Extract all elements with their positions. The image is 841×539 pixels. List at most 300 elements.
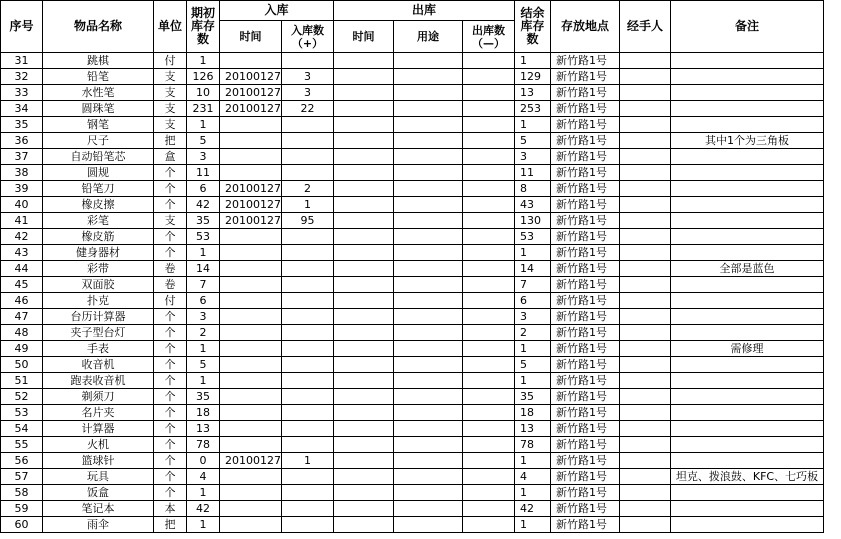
cell-handler[interactable] bbox=[620, 469, 671, 485]
cell-out-qty[interactable] bbox=[463, 149, 515, 165]
cell-seq[interactable]: 35 bbox=[1, 117, 43, 133]
cell-seq[interactable]: 60 bbox=[1, 517, 43, 533]
cell-in-time[interactable] bbox=[220, 517, 282, 533]
cell-out-time[interactable] bbox=[334, 181, 394, 197]
cell-in-time[interactable] bbox=[220, 357, 282, 373]
cell-balance[interactable]: 18 bbox=[515, 405, 551, 421]
cell-name[interactable]: 收音机 bbox=[43, 357, 154, 373]
cell-out-qty[interactable] bbox=[463, 341, 515, 357]
cell-handler[interactable] bbox=[620, 165, 671, 181]
cell-in-time[interactable] bbox=[220, 229, 282, 245]
cell-location[interactable]: 新竹路1号 bbox=[551, 229, 620, 245]
cell-name[interactable]: 钢笔 bbox=[43, 117, 154, 133]
cell-remark[interactable] bbox=[671, 165, 824, 181]
cell-remark[interactable] bbox=[671, 181, 824, 197]
cell-name[interactable]: 水性笔 bbox=[43, 85, 154, 101]
cell-initial[interactable]: 35 bbox=[187, 213, 220, 229]
cell-remark[interactable] bbox=[671, 277, 824, 293]
cell-seq[interactable]: 40 bbox=[1, 197, 43, 213]
cell-unit[interactable]: 个 bbox=[154, 197, 187, 213]
cell-unit[interactable]: 卷 bbox=[154, 261, 187, 277]
header-outbound[interactable]: 出库 bbox=[334, 1, 515, 21]
cell-remark[interactable] bbox=[671, 101, 824, 117]
cell-balance[interactable]: 1 bbox=[515, 485, 551, 501]
cell-location[interactable]: 新竹路1号 bbox=[551, 69, 620, 85]
cell-location[interactable]: 新竹路1号 bbox=[551, 293, 620, 309]
cell-handler[interactable] bbox=[620, 517, 671, 533]
cell-in-time[interactable] bbox=[220, 325, 282, 341]
cell-handler[interactable] bbox=[620, 213, 671, 229]
cell-out-time[interactable] bbox=[334, 437, 394, 453]
header-in-time[interactable]: 时间 bbox=[220, 21, 282, 53]
cell-balance[interactable]: 35 bbox=[515, 389, 551, 405]
cell-seq[interactable]: 59 bbox=[1, 501, 43, 517]
cell-unit[interactable]: 个 bbox=[154, 245, 187, 261]
cell-out-qty[interactable] bbox=[463, 69, 515, 85]
cell-name[interactable]: 扑克 bbox=[43, 293, 154, 309]
cell-handler[interactable] bbox=[620, 373, 671, 389]
cell-out-time[interactable] bbox=[334, 517, 394, 533]
header-inbound[interactable]: 入库 bbox=[220, 1, 334, 21]
cell-in-time[interactable] bbox=[220, 501, 282, 517]
header-seq[interactable]: 序号 bbox=[1, 1, 43, 53]
cell-unit[interactable]: 支 bbox=[154, 101, 187, 117]
cell-unit[interactable]: 付 bbox=[154, 293, 187, 309]
cell-out-use[interactable] bbox=[394, 69, 463, 85]
cell-unit[interactable]: 个 bbox=[154, 405, 187, 421]
cell-out-qty[interactable] bbox=[463, 165, 515, 181]
cell-seq[interactable]: 39 bbox=[1, 181, 43, 197]
cell-seq[interactable]: 33 bbox=[1, 85, 43, 101]
cell-seq[interactable]: 37 bbox=[1, 149, 43, 165]
cell-initial[interactable]: 13 bbox=[187, 421, 220, 437]
cell-initial[interactable]: 5 bbox=[187, 133, 220, 149]
cell-initial[interactable]: 10 bbox=[187, 85, 220, 101]
cell-handler[interactable] bbox=[620, 261, 671, 277]
cell-in-qty[interactable] bbox=[282, 293, 334, 309]
cell-in-qty[interactable]: 95 bbox=[282, 213, 334, 229]
header-out-use[interactable]: 用途 bbox=[394, 21, 463, 53]
cell-in-qty[interactable]: 1 bbox=[282, 197, 334, 213]
cell-initial[interactable]: 2 bbox=[187, 325, 220, 341]
cell-out-time[interactable] bbox=[334, 117, 394, 133]
cell-remark[interactable] bbox=[671, 229, 824, 245]
cell-initial[interactable]: 5 bbox=[187, 357, 220, 373]
cell-out-use[interactable] bbox=[394, 405, 463, 421]
cell-remark[interactable]: 其中1个为三角板 bbox=[671, 133, 824, 149]
cell-location[interactable]: 新竹路1号 bbox=[551, 133, 620, 149]
cell-out-qty[interactable] bbox=[463, 373, 515, 389]
cell-remark[interactable] bbox=[671, 197, 824, 213]
cell-seq[interactable]: 57 bbox=[1, 469, 43, 485]
cell-out-use[interactable] bbox=[394, 485, 463, 501]
cell-out-time[interactable] bbox=[334, 245, 394, 261]
cell-handler[interactable] bbox=[620, 309, 671, 325]
cell-out-use[interactable] bbox=[394, 277, 463, 293]
cell-initial[interactable]: 1 bbox=[187, 341, 220, 357]
cell-out-qty[interactable] bbox=[463, 469, 515, 485]
cell-location[interactable]: 新竹路1号 bbox=[551, 325, 620, 341]
cell-out-use[interactable] bbox=[394, 341, 463, 357]
cell-location[interactable]: 新竹路1号 bbox=[551, 453, 620, 469]
cell-in-time[interactable] bbox=[220, 293, 282, 309]
cell-out-time[interactable] bbox=[334, 469, 394, 485]
cell-location[interactable]: 新竹路1号 bbox=[551, 277, 620, 293]
cell-out-use[interactable] bbox=[394, 117, 463, 133]
cell-in-time[interactable] bbox=[220, 469, 282, 485]
cell-out-time[interactable] bbox=[334, 453, 394, 469]
cell-out-use[interactable] bbox=[394, 53, 463, 69]
cell-unit[interactable]: 个 bbox=[154, 181, 187, 197]
cell-initial[interactable]: 1 bbox=[187, 517, 220, 533]
cell-out-time[interactable] bbox=[334, 133, 394, 149]
cell-in-qty[interactable] bbox=[282, 325, 334, 341]
cell-initial[interactable]: 78 bbox=[187, 437, 220, 453]
cell-initial[interactable]: 4 bbox=[187, 469, 220, 485]
cell-name[interactable]: 圆规 bbox=[43, 165, 154, 181]
cell-in-time[interactable] bbox=[220, 437, 282, 453]
cell-name[interactable]: 夹子型台灯 bbox=[43, 325, 154, 341]
cell-out-qty[interactable] bbox=[463, 357, 515, 373]
cell-in-time[interactable] bbox=[220, 341, 282, 357]
cell-seq[interactable]: 36 bbox=[1, 133, 43, 149]
cell-location[interactable]: 新竹路1号 bbox=[551, 341, 620, 357]
cell-seq[interactable]: 38 bbox=[1, 165, 43, 181]
cell-name[interactable]: 跑表收音机 bbox=[43, 373, 154, 389]
cell-out-qty[interactable] bbox=[463, 53, 515, 69]
cell-location[interactable]: 新竹路1号 bbox=[551, 405, 620, 421]
cell-out-qty[interactable] bbox=[463, 277, 515, 293]
cell-remark[interactable] bbox=[671, 149, 824, 165]
cell-location[interactable]: 新竹路1号 bbox=[551, 501, 620, 517]
cell-location[interactable]: 新竹路1号 bbox=[551, 149, 620, 165]
cell-initial[interactable]: 6 bbox=[187, 181, 220, 197]
cell-balance[interactable]: 3 bbox=[515, 149, 551, 165]
cell-in-qty[interactable] bbox=[282, 309, 334, 325]
cell-initial[interactable]: 11 bbox=[187, 165, 220, 181]
cell-out-use[interactable] bbox=[394, 213, 463, 229]
cell-initial[interactable]: 1 bbox=[187, 53, 220, 69]
cell-initial[interactable]: 35 bbox=[187, 389, 220, 405]
cell-location[interactable]: 新竹路1号 bbox=[551, 117, 620, 133]
cell-initial[interactable]: 53 bbox=[187, 229, 220, 245]
cell-out-use[interactable] bbox=[394, 229, 463, 245]
cell-in-qty[interactable] bbox=[282, 53, 334, 69]
cell-remark[interactable] bbox=[671, 421, 824, 437]
cell-location[interactable]: 新竹路1号 bbox=[551, 213, 620, 229]
cell-out-use[interactable] bbox=[394, 181, 463, 197]
cell-out-qty[interactable] bbox=[463, 421, 515, 437]
cell-balance[interactable]: 8 bbox=[515, 181, 551, 197]
cell-name[interactable]: 名片夹 bbox=[43, 405, 154, 421]
cell-out-use[interactable] bbox=[394, 165, 463, 181]
cell-out-qty[interactable] bbox=[463, 181, 515, 197]
cell-location[interactable]: 新竹路1号 bbox=[551, 485, 620, 501]
cell-out-qty[interactable] bbox=[463, 293, 515, 309]
cell-out-use[interactable] bbox=[394, 517, 463, 533]
cell-name[interactable]: 铅笔刀 bbox=[43, 181, 154, 197]
cell-balance[interactable]: 1 bbox=[515, 117, 551, 133]
cell-in-qty[interactable] bbox=[282, 261, 334, 277]
cell-remark[interactable] bbox=[671, 501, 824, 517]
cell-unit[interactable]: 支 bbox=[154, 69, 187, 85]
cell-handler[interactable] bbox=[620, 293, 671, 309]
cell-out-qty[interactable] bbox=[463, 245, 515, 261]
cell-balance[interactable]: 7 bbox=[515, 277, 551, 293]
cell-initial[interactable]: 1 bbox=[187, 245, 220, 261]
cell-in-qty[interactable]: 3 bbox=[282, 85, 334, 101]
cell-initial[interactable]: 1 bbox=[187, 373, 220, 389]
cell-name[interactable]: 铅笔 bbox=[43, 69, 154, 85]
cell-location[interactable]: 新竹路1号 bbox=[551, 85, 620, 101]
cell-seq[interactable]: 43 bbox=[1, 245, 43, 261]
cell-out-qty[interactable] bbox=[463, 437, 515, 453]
cell-in-time[interactable]: 20100127 bbox=[220, 197, 282, 213]
cell-balance[interactable]: 130 bbox=[515, 213, 551, 229]
cell-remark[interactable] bbox=[671, 117, 824, 133]
cell-unit[interactable]: 个 bbox=[154, 341, 187, 357]
header-unit[interactable]: 单位 bbox=[154, 1, 187, 53]
cell-in-qty[interactable] bbox=[282, 373, 334, 389]
cell-out-time[interactable] bbox=[334, 341, 394, 357]
cell-out-qty[interactable] bbox=[463, 85, 515, 101]
cell-seq[interactable]: 55 bbox=[1, 437, 43, 453]
cell-initial[interactable]: 3 bbox=[187, 149, 220, 165]
cell-location[interactable]: 新竹路1号 bbox=[551, 469, 620, 485]
cell-out-time[interactable] bbox=[334, 405, 394, 421]
cell-unit[interactable]: 个 bbox=[154, 453, 187, 469]
cell-location[interactable]: 新竹路1号 bbox=[551, 357, 620, 373]
cell-name[interactable]: 计算器 bbox=[43, 421, 154, 437]
cell-handler[interactable] bbox=[620, 117, 671, 133]
cell-balance[interactable]: 2 bbox=[515, 325, 551, 341]
cell-in-qty[interactable] bbox=[282, 245, 334, 261]
cell-in-qty[interactable] bbox=[282, 405, 334, 421]
cell-out-use[interactable] bbox=[394, 357, 463, 373]
cell-handler[interactable] bbox=[620, 357, 671, 373]
cell-out-qty[interactable] bbox=[463, 325, 515, 341]
cell-name[interactable]: 橡皮擦 bbox=[43, 197, 154, 213]
cell-seq[interactable]: 45 bbox=[1, 277, 43, 293]
cell-handler[interactable] bbox=[620, 53, 671, 69]
cell-handler[interactable] bbox=[620, 389, 671, 405]
cell-in-time[interactable] bbox=[220, 277, 282, 293]
cell-seq[interactable]: 50 bbox=[1, 357, 43, 373]
cell-out-time[interactable] bbox=[334, 69, 394, 85]
cell-in-time[interactable] bbox=[220, 245, 282, 261]
cell-seq[interactable]: 48 bbox=[1, 325, 43, 341]
cell-remark[interactable] bbox=[671, 69, 824, 85]
cell-balance[interactable]: 14 bbox=[515, 261, 551, 277]
cell-out-qty[interactable] bbox=[463, 501, 515, 517]
cell-name[interactable]: 饭盒 bbox=[43, 485, 154, 501]
cell-remark[interactable] bbox=[671, 389, 824, 405]
cell-in-time[interactable] bbox=[220, 149, 282, 165]
cell-balance[interactable]: 4 bbox=[515, 469, 551, 485]
cell-unit[interactable]: 付 bbox=[154, 53, 187, 69]
cell-in-time[interactable] bbox=[220, 405, 282, 421]
cell-handler[interactable] bbox=[620, 101, 671, 117]
cell-name[interactable]: 篮球针 bbox=[43, 453, 154, 469]
cell-balance[interactable]: 42 bbox=[515, 501, 551, 517]
cell-initial[interactable]: 42 bbox=[187, 197, 220, 213]
cell-out-qty[interactable] bbox=[463, 261, 515, 277]
cell-balance[interactable]: 1 bbox=[515, 373, 551, 389]
cell-seq[interactable]: 53 bbox=[1, 405, 43, 421]
cell-out-use[interactable] bbox=[394, 325, 463, 341]
cell-in-time[interactable] bbox=[220, 133, 282, 149]
header-out-time[interactable]: 时间 bbox=[334, 21, 394, 53]
cell-seq[interactable]: 51 bbox=[1, 373, 43, 389]
cell-initial[interactable]: 231 bbox=[187, 101, 220, 117]
cell-handler[interactable] bbox=[620, 405, 671, 421]
cell-handler[interactable] bbox=[620, 485, 671, 501]
cell-in-qty[interactable] bbox=[282, 517, 334, 533]
cell-unit[interactable]: 本 bbox=[154, 501, 187, 517]
cell-in-qty[interactable] bbox=[282, 277, 334, 293]
cell-out-qty[interactable] bbox=[463, 389, 515, 405]
cell-name[interactable]: 橡皮筋 bbox=[43, 229, 154, 245]
cell-balance[interactable]: 13 bbox=[515, 85, 551, 101]
cell-name[interactable]: 圆珠笔 bbox=[43, 101, 154, 117]
cell-in-qty[interactable] bbox=[282, 469, 334, 485]
cell-out-time[interactable] bbox=[334, 485, 394, 501]
cell-in-time[interactable]: 20100127 bbox=[220, 101, 282, 117]
cell-remark[interactable] bbox=[671, 517, 824, 533]
cell-out-use[interactable] bbox=[394, 421, 463, 437]
cell-out-time[interactable] bbox=[334, 165, 394, 181]
cell-out-use[interactable] bbox=[394, 437, 463, 453]
cell-in-time[interactable] bbox=[220, 53, 282, 69]
cell-balance[interactable]: 1 bbox=[515, 245, 551, 261]
cell-unit[interactable]: 个 bbox=[154, 165, 187, 181]
cell-name[interactable]: 跳棋 bbox=[43, 53, 154, 69]
cell-seq[interactable]: 54 bbox=[1, 421, 43, 437]
cell-balance[interactable]: 5 bbox=[515, 357, 551, 373]
cell-out-qty[interactable] bbox=[463, 309, 515, 325]
cell-remark[interactable] bbox=[671, 485, 824, 501]
cell-handler[interactable] bbox=[620, 437, 671, 453]
cell-balance[interactable]: 53 bbox=[515, 229, 551, 245]
cell-handler[interactable] bbox=[620, 453, 671, 469]
cell-unit[interactable]: 个 bbox=[154, 485, 187, 501]
cell-seq[interactable]: 31 bbox=[1, 53, 43, 69]
cell-in-qty[interactable]: 2 bbox=[282, 181, 334, 197]
cell-unit[interactable]: 个 bbox=[154, 389, 187, 405]
cell-location[interactable]: 新竹路1号 bbox=[551, 165, 620, 181]
cell-remark[interactable] bbox=[671, 325, 824, 341]
cell-name[interactable]: 台历计算器 bbox=[43, 309, 154, 325]
cell-location[interactable]: 新竹路1号 bbox=[551, 421, 620, 437]
cell-balance[interactable]: 43 bbox=[515, 197, 551, 213]
cell-out-qty[interactable] bbox=[463, 229, 515, 245]
cell-unit[interactable]: 卷 bbox=[154, 277, 187, 293]
cell-out-qty[interactable] bbox=[463, 133, 515, 149]
cell-initial[interactable]: 6 bbox=[187, 293, 220, 309]
cell-remark[interactable] bbox=[671, 357, 824, 373]
cell-seq[interactable]: 58 bbox=[1, 485, 43, 501]
cell-seq[interactable]: 56 bbox=[1, 453, 43, 469]
cell-initial[interactable]: 18 bbox=[187, 405, 220, 421]
cell-out-time[interactable] bbox=[334, 53, 394, 69]
cell-handler[interactable] bbox=[620, 501, 671, 517]
cell-out-use[interactable] bbox=[394, 309, 463, 325]
cell-out-use[interactable] bbox=[394, 261, 463, 277]
cell-name[interactable]: 手表 bbox=[43, 341, 154, 357]
cell-in-qty[interactable] bbox=[282, 421, 334, 437]
cell-location[interactable]: 新竹路1号 bbox=[551, 373, 620, 389]
cell-out-use[interactable] bbox=[394, 501, 463, 517]
cell-in-time[interactable] bbox=[220, 421, 282, 437]
cell-out-time[interactable] bbox=[334, 373, 394, 389]
cell-in-time[interactable]: 20100127 bbox=[220, 213, 282, 229]
cell-remark[interactable] bbox=[671, 437, 824, 453]
cell-initial[interactable]: 3 bbox=[187, 309, 220, 325]
cell-in-qty[interactable] bbox=[282, 117, 334, 133]
cell-unit[interactable]: 支 bbox=[154, 213, 187, 229]
cell-out-time[interactable] bbox=[334, 357, 394, 373]
cell-unit[interactable]: 个 bbox=[154, 469, 187, 485]
cell-remark[interactable] bbox=[671, 373, 824, 389]
cell-location[interactable]: 新竹路1号 bbox=[551, 261, 620, 277]
cell-balance[interactable]: 1 bbox=[515, 341, 551, 357]
cell-seq[interactable]: 32 bbox=[1, 69, 43, 85]
cell-out-time[interactable] bbox=[334, 389, 394, 405]
cell-in-time[interactable] bbox=[220, 261, 282, 277]
cell-in-time[interactable] bbox=[220, 117, 282, 133]
header-handler[interactable]: 经手人 bbox=[620, 1, 671, 53]
cell-remark[interactable] bbox=[671, 405, 824, 421]
cell-out-use[interactable] bbox=[394, 245, 463, 261]
cell-in-qty[interactable] bbox=[282, 149, 334, 165]
cell-handler[interactable] bbox=[620, 325, 671, 341]
cell-location[interactable]: 新竹路1号 bbox=[551, 517, 620, 533]
cell-location[interactable]: 新竹路1号 bbox=[551, 197, 620, 213]
cell-location[interactable]: 新竹路1号 bbox=[551, 389, 620, 405]
cell-out-time[interactable] bbox=[334, 421, 394, 437]
cell-out-qty[interactable] bbox=[463, 101, 515, 117]
cell-balance[interactable]: 253 bbox=[515, 101, 551, 117]
cell-name[interactable]: 双面胶 bbox=[43, 277, 154, 293]
cell-initial[interactable]: 7 bbox=[187, 277, 220, 293]
cell-handler[interactable] bbox=[620, 277, 671, 293]
cell-out-qty[interactable] bbox=[463, 197, 515, 213]
cell-seq[interactable]: 44 bbox=[1, 261, 43, 277]
cell-balance[interactable]: 5 bbox=[515, 133, 551, 149]
cell-out-use[interactable] bbox=[394, 149, 463, 165]
cell-out-time[interactable] bbox=[334, 149, 394, 165]
cell-initial[interactable]: 1 bbox=[187, 117, 220, 133]
cell-in-time[interactable] bbox=[220, 165, 282, 181]
cell-in-time[interactable]: 20100127 bbox=[220, 85, 282, 101]
cell-remark[interactable] bbox=[671, 453, 824, 469]
header-out-qty[interactable]: 出库数（—） bbox=[463, 21, 515, 53]
cell-handler[interactable] bbox=[620, 245, 671, 261]
cell-seq[interactable]: 41 bbox=[1, 213, 43, 229]
cell-remark[interactable]: 坦克、拨浪鼓、KFC、七巧板 bbox=[671, 469, 824, 485]
cell-unit[interactable]: 盒 bbox=[154, 149, 187, 165]
cell-unit[interactable]: 把 bbox=[154, 517, 187, 533]
cell-name[interactable]: 玩具 bbox=[43, 469, 154, 485]
cell-name[interactable]: 尺子 bbox=[43, 133, 154, 149]
cell-in-qty[interactable] bbox=[282, 501, 334, 517]
cell-in-time[interactable] bbox=[220, 389, 282, 405]
cell-remark[interactable] bbox=[671, 213, 824, 229]
cell-unit[interactable]: 支 bbox=[154, 85, 187, 101]
cell-balance[interactable]: 78 bbox=[515, 437, 551, 453]
cell-unit[interactable]: 把 bbox=[154, 133, 187, 149]
cell-out-qty[interactable] bbox=[463, 213, 515, 229]
